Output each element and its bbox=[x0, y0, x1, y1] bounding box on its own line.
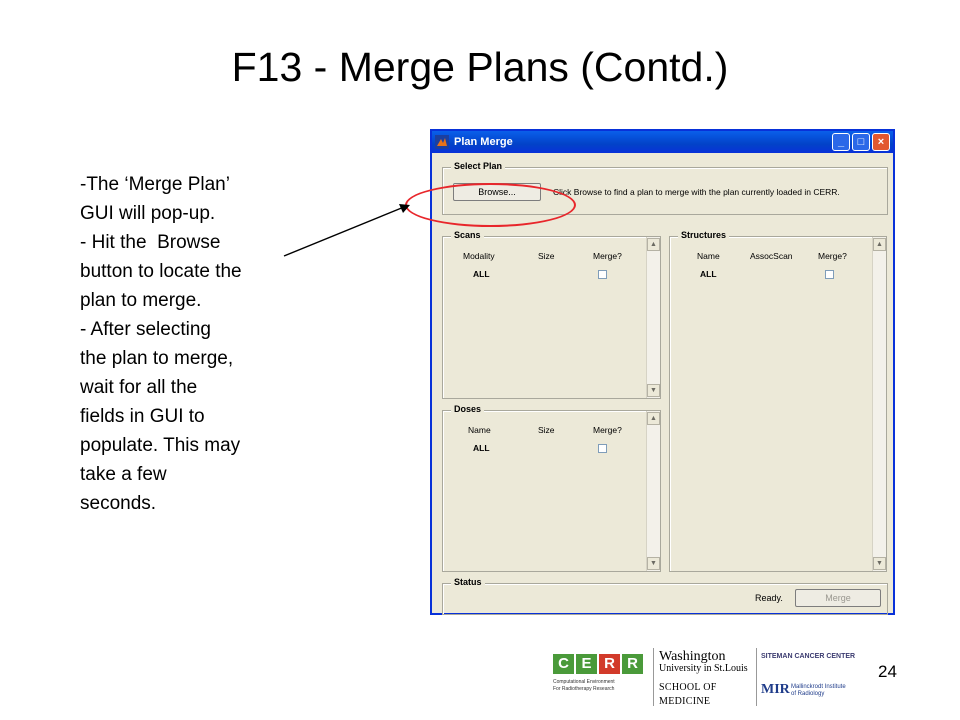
status-text: Ready. bbox=[755, 593, 783, 603]
merge-button[interactable]: Merge bbox=[795, 589, 881, 607]
column-header: Modality bbox=[463, 251, 495, 261]
bullet-line: button to locate the bbox=[80, 261, 242, 282]
cerr-logo bbox=[553, 648, 648, 706]
bullet-line: plan to merge. bbox=[80, 290, 202, 311]
mir-logo: MIR bbox=[761, 682, 790, 697]
close-button[interactable]: × bbox=[872, 133, 890, 151]
column-header: Merge? bbox=[593, 251, 622, 261]
bullet-line: GUI will pop-up. bbox=[80, 203, 216, 224]
washu-logo bbox=[659, 650, 753, 709]
scroll-down-icon[interactable]: ▼ bbox=[647, 557, 660, 570]
cerr-subtitle: Computational Environment bbox=[553, 679, 615, 685]
column-header: Merge? bbox=[818, 251, 847, 261]
mir-text bbox=[791, 684, 846, 698]
mir-text-line: of Radiology bbox=[791, 691, 825, 697]
bullet-line: take a few bbox=[80, 464, 167, 485]
bullet-line: - Hit the Browse bbox=[80, 232, 221, 253]
logo-divider bbox=[756, 648, 757, 706]
scroll-up-icon[interactable]: ▲ bbox=[873, 238, 886, 251]
mir-text-line: Mallinckrodt Institute bbox=[791, 684, 846, 690]
scan-row-name: ALL bbox=[473, 269, 490, 279]
column-header: Name bbox=[697, 251, 720, 261]
column-header: Size bbox=[538, 425, 555, 435]
select-plan-label: Select Plan bbox=[451, 161, 505, 171]
washu-subname: University in St.Louis bbox=[659, 663, 748, 674]
bullet-line: wait for all the bbox=[80, 377, 198, 398]
scroll-down-icon[interactable]: ▼ bbox=[647, 384, 660, 397]
scans-label: Scans bbox=[451, 230, 484, 240]
scroll-up-icon[interactable]: ▲ bbox=[647, 412, 660, 425]
bullet-line: - After selecting bbox=[80, 319, 211, 340]
structure-row-name: ALL bbox=[700, 269, 717, 279]
slide-title: F13 - Merge Plans (Contd.) bbox=[231, 44, 729, 90]
status-label: Status bbox=[451, 577, 485, 587]
browse-button[interactable]: Browse... bbox=[453, 183, 541, 201]
bullet-line: populate. This may bbox=[80, 435, 241, 456]
structures-label: Structures bbox=[678, 230, 729, 240]
bullet-line: the plan to merge, bbox=[80, 348, 234, 369]
cerr-letter: C bbox=[553, 654, 574, 674]
bullet-line: -The ‘Merge Plan’ bbox=[80, 174, 230, 195]
scroll-up-icon[interactable]: ▲ bbox=[647, 238, 660, 251]
column-header: Name bbox=[468, 425, 491, 435]
logo-divider bbox=[653, 648, 654, 706]
browse-hint: Click Browse to find a plan to merge with the plan currently loaded in CERR. bbox=[553, 187, 840, 197]
school-of-medicine: SCHOOL OF MEDICINE bbox=[659, 682, 717, 707]
cerr-letter: E bbox=[576, 654, 597, 674]
column-header: AssocScan bbox=[750, 251, 793, 261]
window-title: Plan Merge bbox=[454, 136, 513, 148]
footer-logos bbox=[553, 648, 856, 707]
column-header: Merge? bbox=[593, 425, 622, 435]
page-number: 24 bbox=[878, 662, 897, 681]
minimize-button[interactable]: _ bbox=[832, 133, 850, 151]
siteman-logo: SITEMAN CANCER CENTER bbox=[761, 653, 856, 660]
washu-name: Washington bbox=[659, 649, 726, 664]
cerr-letter: R bbox=[599, 654, 620, 674]
bullet-line: seconds. bbox=[80, 493, 157, 514]
cerr-subtitle: For Radiotherapy Research bbox=[553, 686, 615, 692]
dose-row-name: ALL bbox=[473, 443, 490, 453]
doses-label: Doses bbox=[451, 404, 484, 414]
column-header: Size bbox=[538, 251, 555, 261]
maximize-button[interactable]: □ bbox=[852, 133, 870, 151]
scroll-down-icon[interactable]: ▼ bbox=[873, 557, 886, 570]
cerr-letter: R bbox=[622, 654, 643, 674]
bullet-line: fields in GUI to bbox=[80, 406, 205, 427]
